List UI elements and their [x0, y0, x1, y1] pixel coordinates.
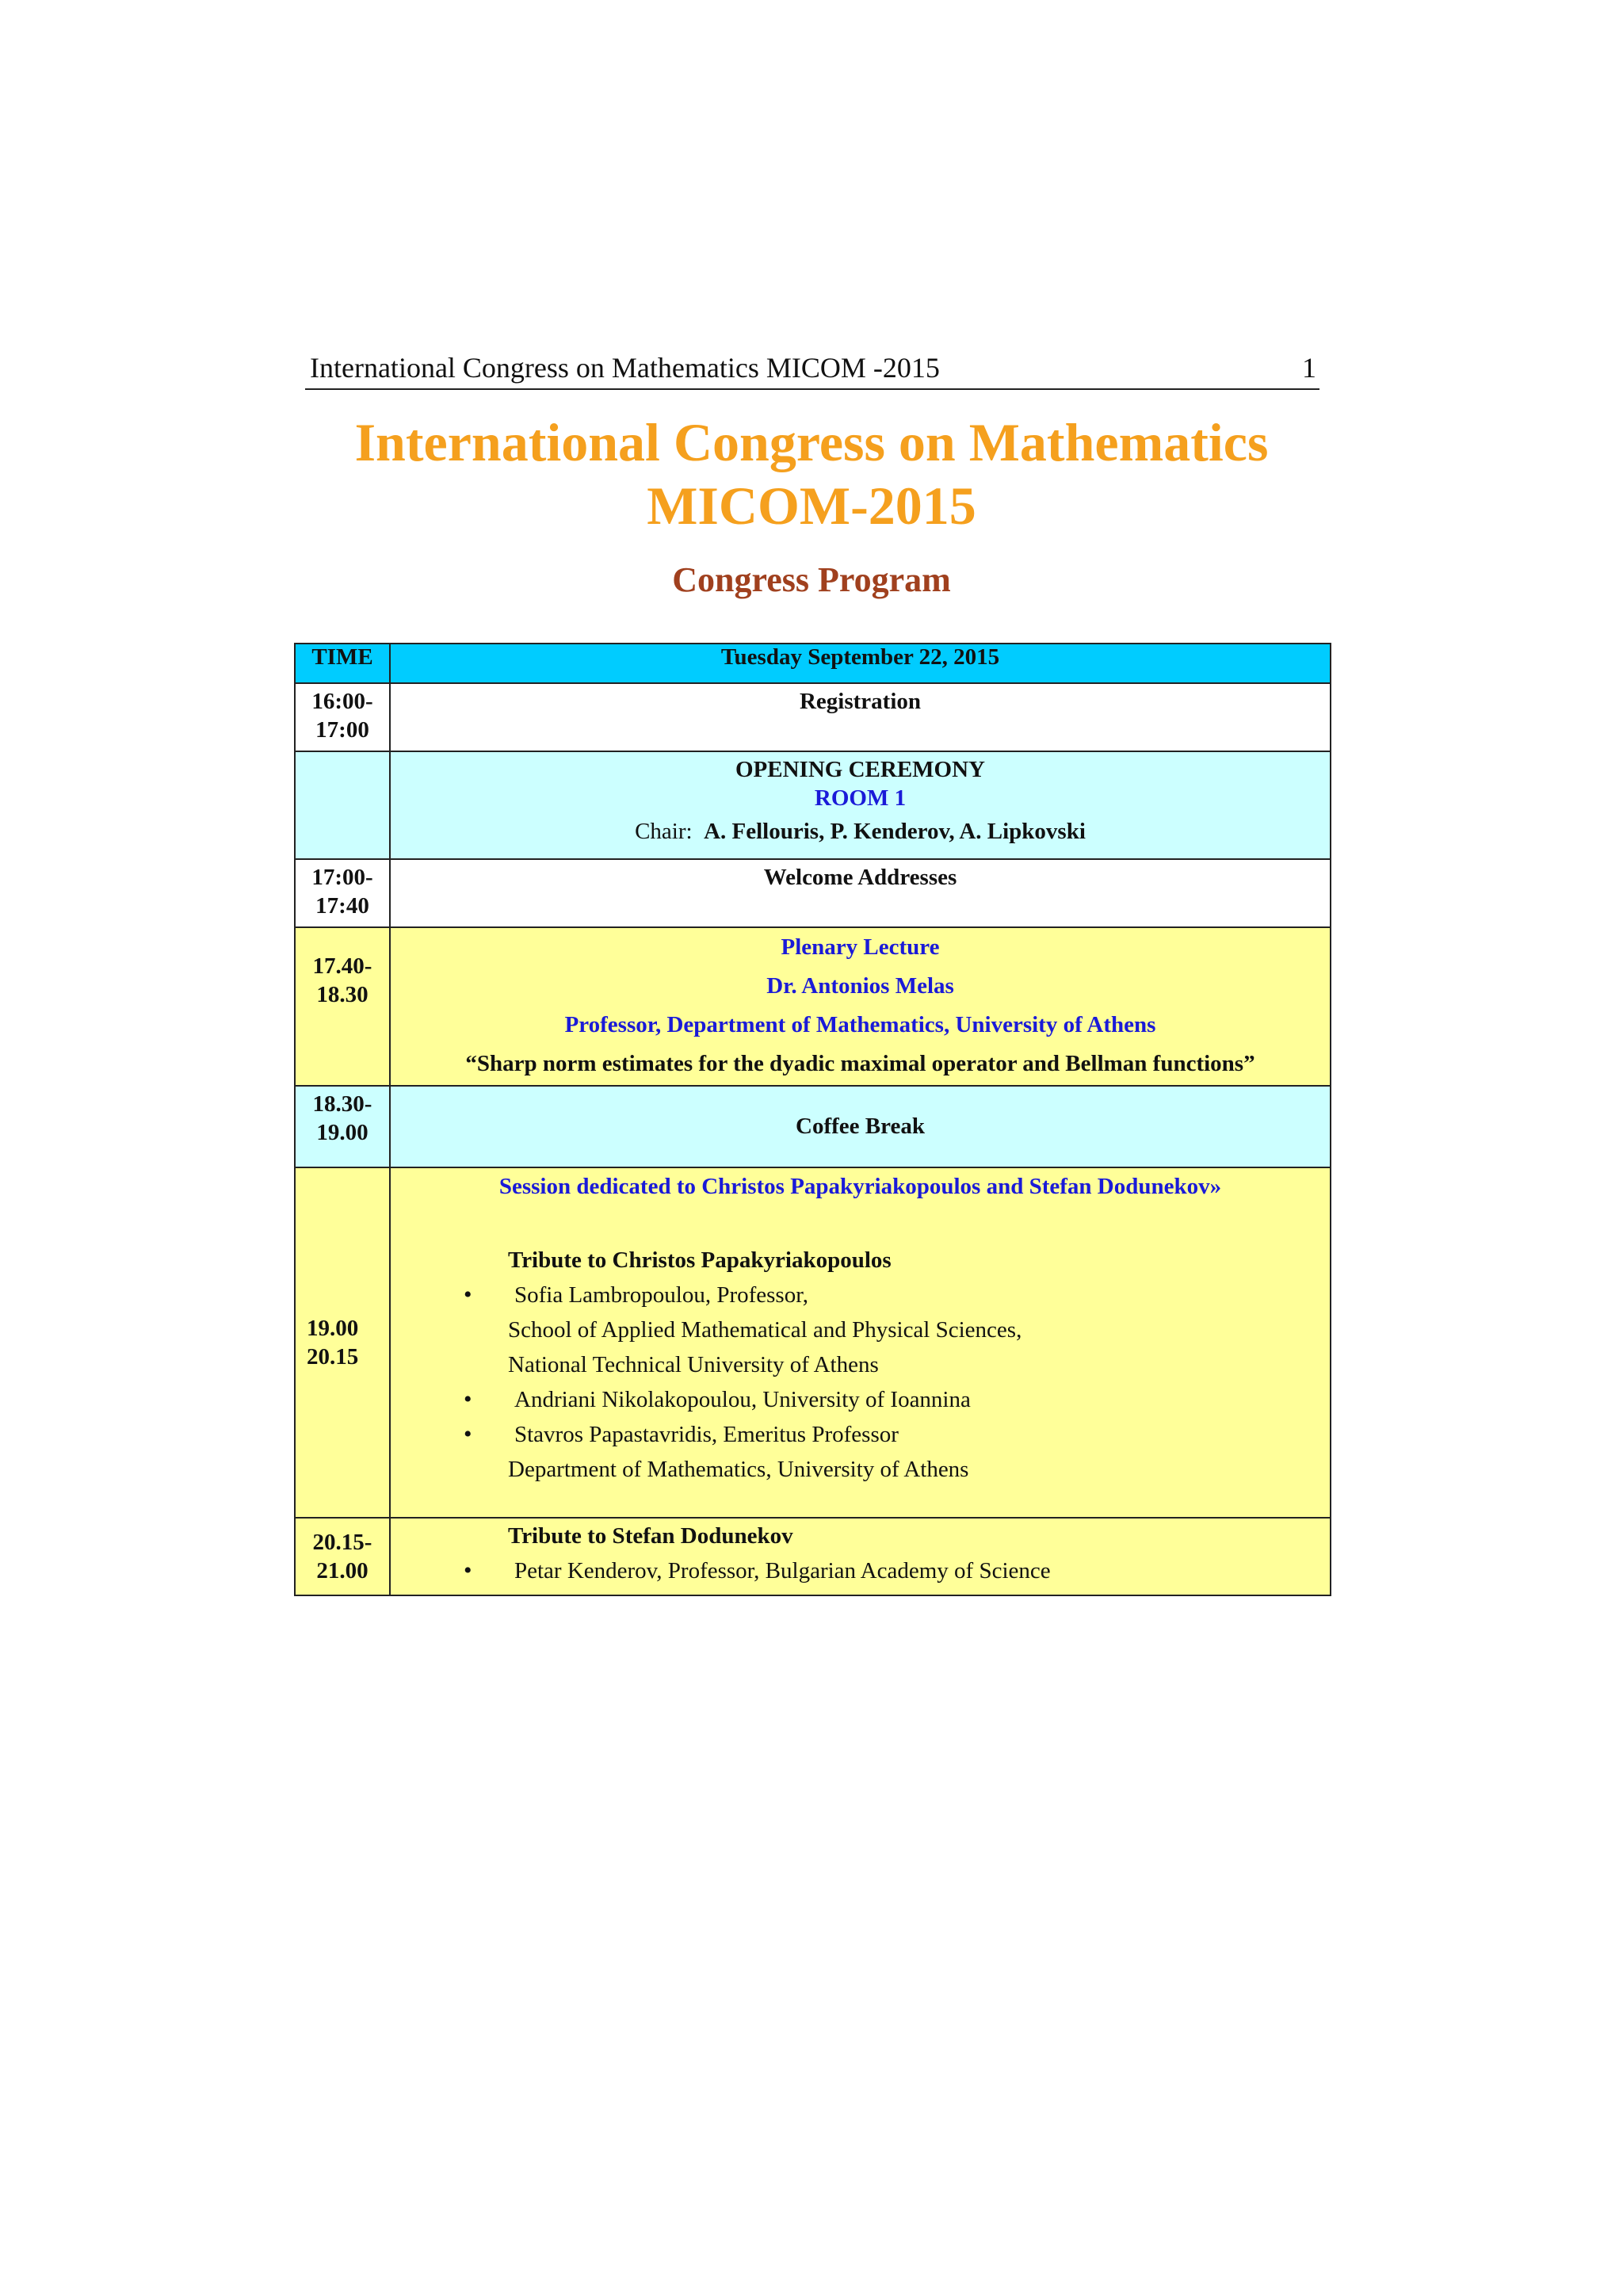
document-subtitle: Congress Program: [672, 560, 951, 599]
table-row: [295, 751, 1331, 859]
time-start: 17.40-: [312, 953, 372, 979]
list-item-text: Sofia Lambropoulou, Professor,: [514, 1282, 808, 1308]
time-cell-empty: [295, 751, 390, 859]
time-start: 19.00: [307, 1316, 359, 1341]
time-start: 18.30-: [312, 1091, 372, 1117]
running-header-title: International Congress on Mathematics MICOM -2015: [310, 352, 940, 384]
table-row: [295, 859, 1331, 927]
welcome-label: Welcome Addresses: [390, 859, 1331, 927]
opening-room: ROOM 1: [814, 785, 907, 811]
document-title-line1: International Congress on Mathematics: [354, 412, 1269, 472]
time-cell: [295, 1167, 390, 1518]
running-header: [305, 347, 1319, 390]
table-header-row: [295, 644, 1331, 683]
time-cell: [295, 927, 390, 1086]
bullet-icon: •: [464, 1282, 472, 1308]
coffee-break-label: Coffee Break: [390, 1086, 1331, 1167]
table-row: [295, 1167, 1331, 1518]
time-end: 18.30: [316, 982, 369, 1007]
table-row: [295, 683, 1331, 751]
bullet-icon: •: [464, 1386, 472, 1412]
list-item: [464, 1417, 1330, 1452]
list-item: [464, 1382, 1330, 1417]
time-end: 19.00: [316, 1120, 369, 1145]
header-day: Tuesday September 22, 2015: [390, 644, 1331, 683]
tribute-list: [391, 1243, 1330, 1487]
header-time: TIME: [295, 644, 390, 683]
list-item-continuation: National Technical University of Athens: [508, 1352, 879, 1377]
opening-title: OPENING CEREMONY: [735, 757, 985, 782]
page-number: 1: [1302, 352, 1316, 384]
time-start: 16:00-: [311, 689, 373, 714]
document-title-line2: MICOM-2015: [647, 476, 976, 536]
time-cell: [295, 859, 390, 927]
time-start: 17:00-: [311, 865, 373, 890]
list-item-text: Andriani Nikolakopoulou, University of Ioannina: [514, 1387, 971, 1412]
table-row: [295, 1086, 1331, 1167]
tribute2-cell: [390, 1518, 1331, 1595]
list-item-continuation: Department of Mathematics, University of Athens: [508, 1457, 969, 1482]
plenary-label: Plenary Lecture: [781, 934, 940, 960]
chair-names: A. Fellouris, P. Kenderov, A. Lipkovski: [704, 819, 1086, 844]
table-row: [295, 1518, 1331, 1595]
time-start: 20.15-: [312, 1530, 372, 1555]
time-cell: [295, 1518, 390, 1595]
table-row: [295, 927, 1331, 1086]
registration-label: Registration: [390, 683, 1331, 751]
program-table: [294, 643, 1331, 1596]
chair-label: Chair:: [635, 819, 693, 844]
plenary-affiliation: Professor, Department of Mathematics, University of Athens: [564, 1012, 1156, 1037]
session-cell: [390, 1167, 1331, 1518]
list-item-continuation: School of Applied Mathematical and Physical Sciences,: [508, 1317, 1022, 1343]
plenary-cell: [390, 927, 1331, 1086]
time-cell: [295, 1086, 390, 1167]
list-item-text: Stavros Papastavridis, Emeritus Professor: [514, 1422, 899, 1447]
list-item: [464, 1553, 1330, 1588]
time-end: 17:00: [315, 717, 369, 743]
time-end: 20.15: [307, 1344, 359, 1370]
time-end: 21.00: [316, 1558, 369, 1584]
tribute2-heading: Tribute to Stefan Dodunekov: [508, 1523, 793, 1549]
plenary-speaker: Dr. Antonios Melas: [766, 973, 954, 999]
opening-ceremony-cell: [390, 751, 1331, 859]
list-item-text: Petar Kenderov, Professor, Bulgarian Academy of Science: [514, 1558, 1051, 1584]
time-end: 17:40: [315, 893, 369, 919]
tribute-heading: Tribute to Christos Papakyriakopoulos: [508, 1247, 892, 1273]
plenary-talk-title: “Sharp norm estimates for the dyadic maximal operator and Bellman functions”: [465, 1051, 1255, 1076]
time-cell: [295, 683, 390, 751]
opening-chair: [391, 812, 1330, 850]
bullet-icon: •: [464, 1421, 472, 1447]
bullet-icon: •: [464, 1557, 472, 1584]
session-title: Session dedicated to Christos Papakyriakopoulos and Stefan Dodunekov»: [498, 1174, 1222, 1199]
tribute2-list: [391, 1519, 1330, 1588]
list-item: [464, 1278, 1330, 1312]
